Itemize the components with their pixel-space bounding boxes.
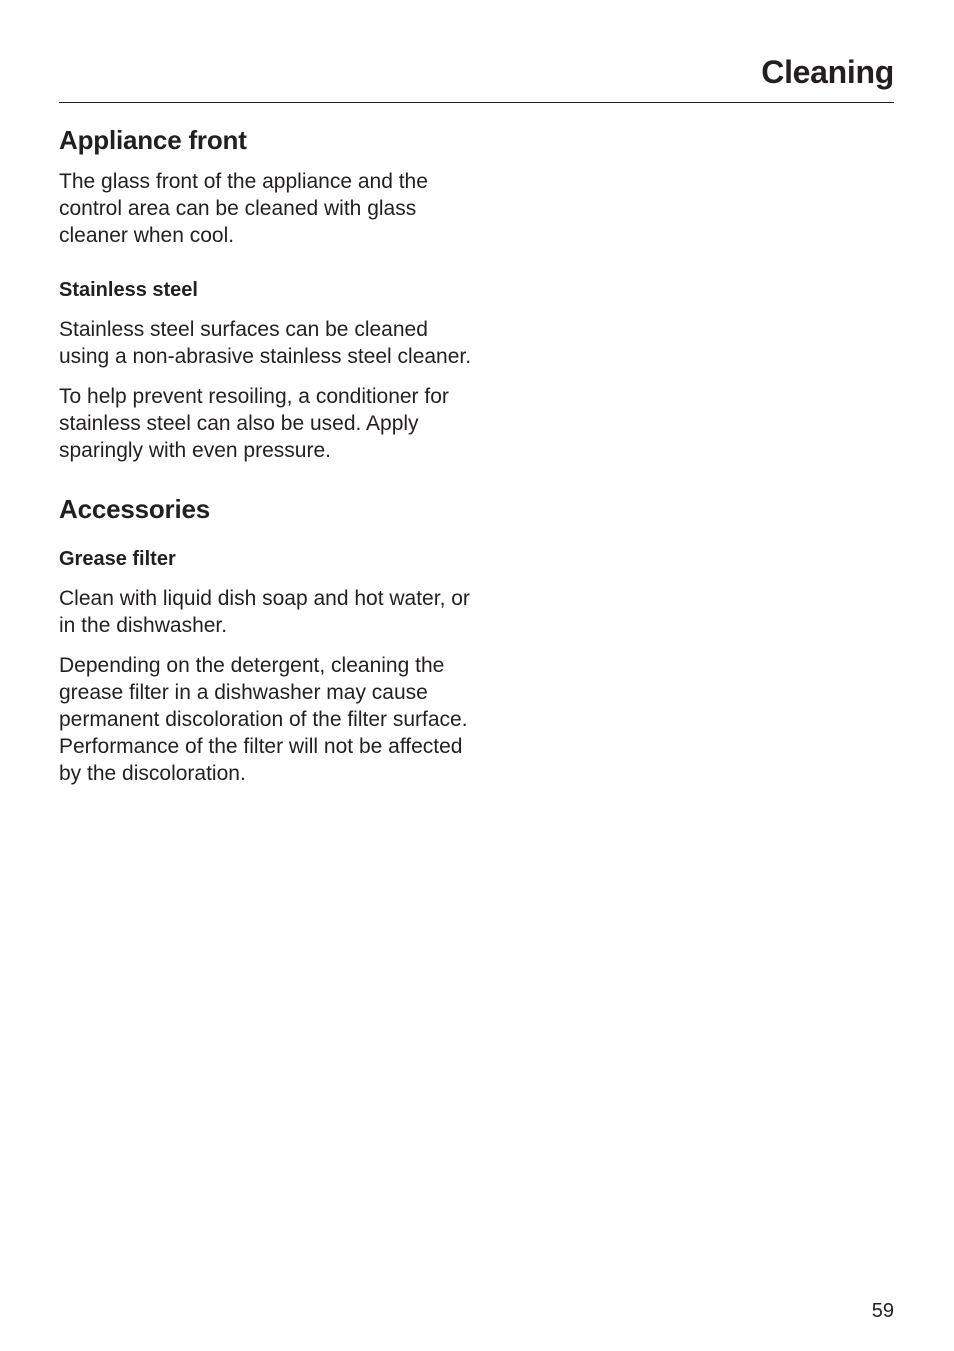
stainless-steel-paragraph-1: Stainless steel surfaces can be cleaned using a non-abrasive stainless steel cleaner.: [59, 318, 472, 368]
chapter-title: Cleaning: [761, 54, 894, 90]
subsection-title-stainless-steel: Stainless steel: [59, 279, 198, 301]
grease-filter-paragraph-2: Depending on the detergent, cleaning the grease filter in a dishwasher may cause permanent discoloration of the filter surface. Performance of the filter will not be affected by the discoloration.: [59, 654, 468, 785]
section-title-appliance-front: Appliance front: [59, 125, 247, 155]
page-number: 59: [871, 1300, 894, 1322]
content-column: [59, 122, 479, 787]
grease-filter-paragraph-1: Clean with liquid dish soap and hot water, or in the dishwasher.: [59, 587, 470, 637]
section-title-accessories: Accessories: [59, 494, 211, 524]
page-header: [59, 0, 894, 103]
stainless-steel-paragraph-2: To help prevent resoiling, a conditioner for stainless steel can also be used. Apply sparingly with even pressure.: [59, 385, 449, 462]
appliance-front-intro: The glass front of the appliance and the control area can be cleaned with glass cleaner when cool.: [59, 170, 428, 247]
subsection-title-grease-filter: Grease filter: [59, 548, 176, 570]
